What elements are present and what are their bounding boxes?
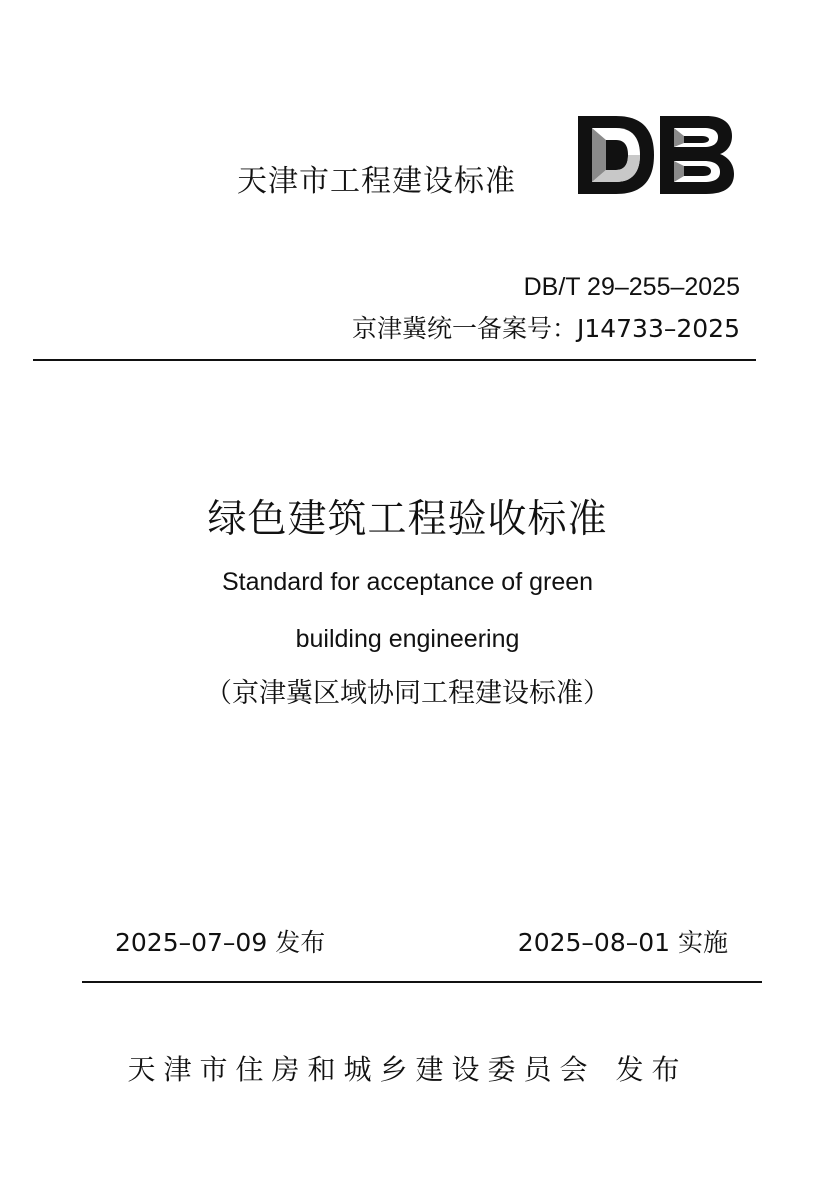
issue-date: 2025–07–09 发布 xyxy=(115,928,326,957)
series-title: 天津市工程建设标准 xyxy=(237,164,516,199)
publisher-name: 天津市住房和城乡建设委员会 xyxy=(127,1053,596,1086)
publisher-line xyxy=(0,1050,815,1090)
bottom-rule-divider xyxy=(82,981,762,983)
title-subtitle: （京津冀区域协同工程建设标准） xyxy=(205,678,610,709)
record-number: 京津冀统一备案号：J14733–2025 xyxy=(351,314,740,343)
top-rule-divider xyxy=(33,359,756,361)
db-logo xyxy=(576,114,736,196)
title-english-line2: building engineering xyxy=(295,625,520,653)
implementation-date: 2025–08–01 实施 xyxy=(517,928,728,957)
db-logo-text: DB xyxy=(656,174,658,175)
title-chinese: 绿色建筑工程验收标准 xyxy=(207,497,608,542)
publisher-verb: 发布 xyxy=(615,1053,688,1086)
standard-number: DB/T 29–255–2025 xyxy=(523,273,740,301)
title-english-line1: Standard for acceptance of green xyxy=(221,568,594,596)
